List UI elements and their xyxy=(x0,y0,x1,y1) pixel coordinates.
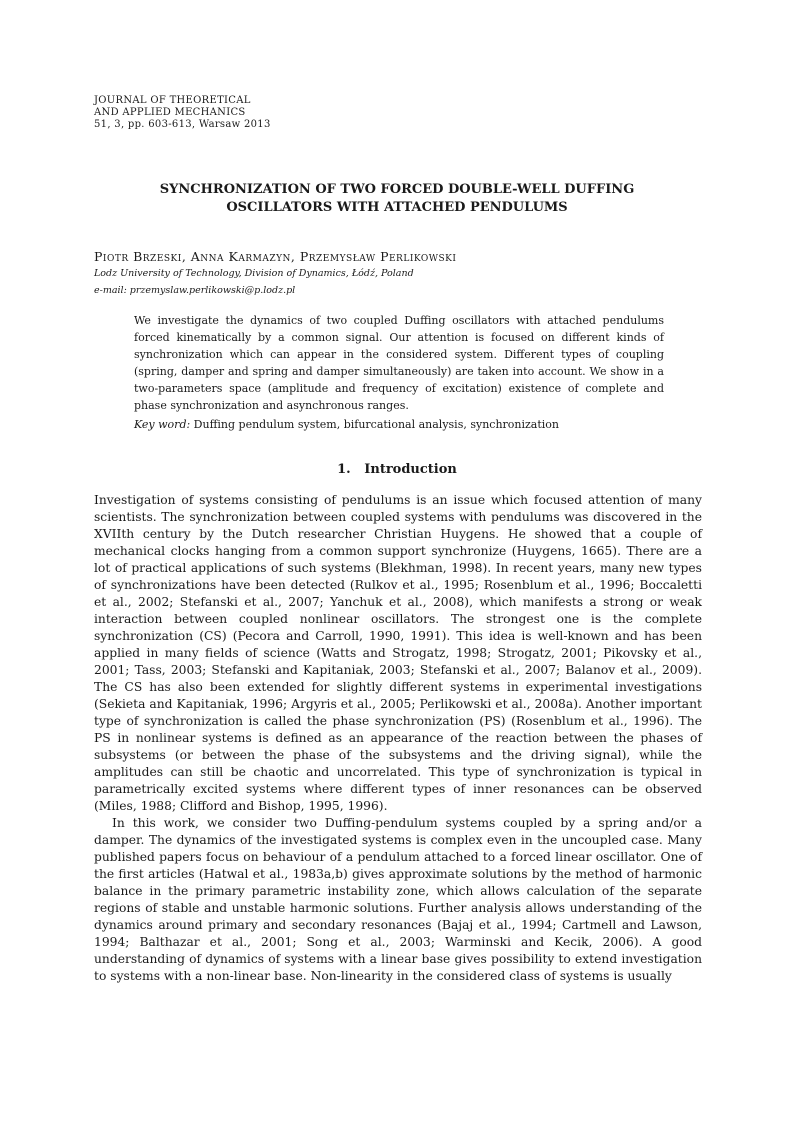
body-text xyxy=(94,492,702,985)
email-address: e-mail: przemyslaw.perlikowski@p.lodz.pl xyxy=(94,285,296,296)
journal-name-line1: JOURNAL OF THEORETICAL xyxy=(94,95,251,106)
paragraph-1: Investigation of systems consisting of pendulums is an issue which focused attention of many scientists. The synchronization between coupled systems with pendulums was discovered in the XVIIth century by the Dutch researcher Christian Huygens. He showed that a couple of mechanical clocks hanging from a common support synchronize (Huygens, 1665). There are a lot of practical applications of such systems (Blekhman, 1998). In recent years, many new types of synchronizations have been detected (Rulkov et al., 1995; Rosenblum et al., 1996; Boccaletti et al., 2002; Stefanski et al., 2007; Yanchuk et al., 2008), which manifests a strong or weak interaction between coupled nonlinear oscillators. The strongest one is the complete synchronization (CS) (Pecora and Carroll, 1990, 1991). This idea is well-known and has been applied in many fields of science (Watts and Strogatz, 1998; Strogatz, 2001; Pikovsky et al., 2001; Tass, 2003; Stefanski and Kapitaniak, 2003; Stefanski et al., 2007; Balanov et al., 2009). The CS has also been extended for slightly different systems in experimental investigations (Sekieta and Kapitaniak, 1996; Argyris et al., 2005; Perlikowski et al., 2008a). Another important type of synchronization is called the phase synchronization (PS) (Rosenblum et al., 1996). The PS in nonlinear systems is defined as an appearance of the reaction between the phases of subsystems (or between the phase of the subsystems and the driving signal), while the amplitudes can still be chaotic and uncorrelated. This type of synchronization is typical in parametrically excited systems where different types of inner resonances can be observed (Miles, 1988; Clifford and Bishop, 1995, 1996). xyxy=(94,493,702,813)
section-heading xyxy=(60,462,734,477)
paper-title-line2: OSCILLATORS WITH ATTACHED PENDULUMS xyxy=(226,200,568,215)
section-title: Introduction xyxy=(364,462,457,477)
keywords-label: Key word: xyxy=(134,418,191,431)
keywords-text: Duffing pendulum system, bifurcational analysis, synchronization xyxy=(190,418,560,431)
section-number: 1. xyxy=(337,462,351,477)
abstract xyxy=(134,313,664,414)
paper-title xyxy=(60,181,734,217)
keywords xyxy=(134,418,559,431)
journal-name-line2: AND APPLIED MECHANICS xyxy=(94,107,246,118)
paragraph-2: In this work, we consider two Duffing-pendulum systems coupled by a spring and/or a damper. The dynamics of the investigated systems is complex even in the uncoupled case. Many published papers focus on behaviour of a pendulum attached to a forced linear oscillator. One of the first articles (Hatwal et al., 1983a,b) gives approximate solutions by the method of harmonic balance in the primary parametric instability zone, which allows calculation of the separate regions of stable and unstable harmonic solutions. Further analysis allows understanding of the dynamics around primary and secondary resonances (Bajaj et al., 1994; Cartmell and Lawson, 1994; Balthazar et al., 2001; Song et al., 2003; Warminski and Kecik, 2006). A good understanding of dynamics of systems with a linear base gives possibility to extend investigation to systems with a non-linear base. Non-linearity in the considered class of systems is usually xyxy=(94,816,702,983)
journal-header xyxy=(94,95,271,131)
author-list: Piotr Brzeski, Anna Karmazyn, Przemysław Perlikowski xyxy=(94,249,457,264)
abstract-text: We investigate the dynamics of two coupled Duffing oscillators with attached pendulums forced kinematically by a common signal. Our attention is focused on different kinds of synchronization which can appear in the considered system. Different types of coupling (spring, damper and spring and damper simultaneously) are taken into account. We show in a two-parameters space (amplitude and frequency of excitation) existence of complete and phase synchronization and asynchronous ranges. xyxy=(134,314,664,412)
paper-title-line1: SYNCHRONIZATION OF TWO FORCED DOUBLE-WELL DUFFING xyxy=(159,182,635,197)
journal-issue-info: 51, 3, pp. 603-613, Warsaw 2013 xyxy=(94,119,271,130)
affiliation: Lodz University of Technology, Division of Dynamics, Łódź, Poland xyxy=(94,268,414,279)
